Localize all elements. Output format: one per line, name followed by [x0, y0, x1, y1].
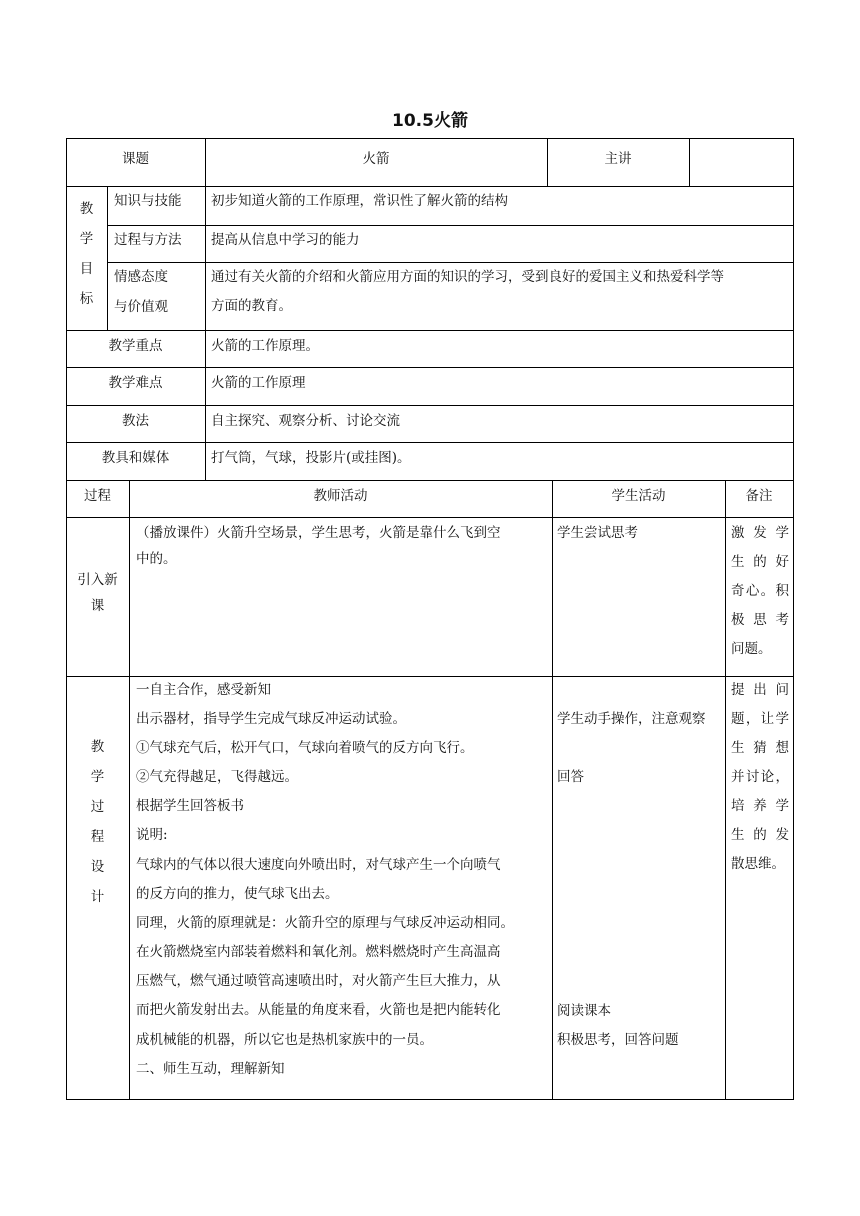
teacher-line: 而把火箭发射出去。从能量的角度来看，火箭也是把内能转化: [136, 1002, 501, 1018]
note-line: 生 的 发: [731, 827, 789, 843]
group-char: 学: [79, 231, 94, 247]
teacher-line: 同理，火箭的原理就是：火箭升空的原理与气球反冲运动相同。: [136, 915, 514, 931]
teacher-line: ②气充得越足，飞得越远。: [136, 769, 298, 785]
note-line: 生 猜 想: [731, 740, 789, 756]
teacher-line: ①气球充气后，松开气口，气球向着喷气的反方向飞行。: [136, 740, 474, 756]
group-char: 标: [79, 291, 94, 307]
page-title: 10.5火箭: [392, 111, 468, 131]
objective-value: 初步知道火箭的工作原理，常识性了解火箭的结构: [211, 193, 508, 209]
design-char: 学: [90, 769, 105, 785]
teacher-header: 教师活动: [313, 488, 368, 504]
teacher-line: 在火箭燃烧室内部装着燃料和氧化剂。燃料燃烧时产生高温高: [136, 944, 501, 960]
design-char: 计: [90, 889, 105, 905]
teacher-line: 压燃气，燃气通过喷管高速喷出时，对火箭产生巨大推力，从: [136, 973, 501, 989]
group-char: 目: [79, 261, 94, 277]
teacher-line: 的反方向的推力，使气球飞出去。: [136, 886, 339, 902]
teacher-line: 根据学生回答板书: [136, 798, 244, 814]
objective-value: 通过有关火箭的介绍和火箭应用方面的知识的学习，受到良好的爱国主义和热爱科学等: [211, 269, 724, 285]
info-label: 教学难点: [108, 375, 163, 391]
objective-label: 知识与技能: [114, 193, 182, 209]
info-value: 自主探究、观察分析、讨论交流: [211, 413, 400, 429]
note-line: 奇心。积: [731, 583, 789, 599]
objective-label: 情感态度: [114, 269, 168, 285]
info-value: 打气筒，气球，投影片(或挂图)。: [211, 450, 411, 466]
lecturer-label: 主讲: [604, 151, 632, 167]
objective-value: 方面的教育。: [211, 298, 292, 314]
note-line: 培 养 学: [731, 798, 789, 814]
design-char: 程: [90, 829, 105, 845]
group-char: 教: [79, 201, 94, 217]
note-line: 并讨论，: [731, 769, 789, 785]
note-line: 生 的 好: [731, 554, 789, 570]
objective-label: 过程与方法: [114, 232, 182, 248]
intro-teacher-text: 中的。: [136, 551, 177, 567]
note-line: 提 出 问: [731, 682, 789, 698]
student-activity: 学生动手操作，注意观察: [557, 711, 706, 727]
teacher-line: 一自主合作，感受新知: [136, 682, 271, 698]
student-activity: 回答: [557, 769, 584, 785]
note-line: 激 发 学: [731, 525, 789, 541]
teacher-line: 二、师生互动，理解新知: [136, 1061, 285, 1077]
info-label: 教学重点: [108, 338, 163, 354]
teacher-line: 出示器材，指导学生完成气球反冲运动试验。: [136, 711, 406, 727]
teacher-line: 气球内的气体以很大速度向外喷出时，对气球产生一个向喷气: [136, 857, 501, 873]
intro-student-text: 学生尝试思考: [557, 525, 638, 541]
info-label: 教具和媒体: [101, 450, 170, 466]
student-header: 学生活动: [611, 488, 666, 504]
note-line: 问题。: [731, 641, 772, 657]
objective-label: 与价值观: [114, 299, 168, 315]
design-char: 设: [90, 859, 105, 875]
design-char: 过: [90, 799, 105, 815]
topic-label: 课题: [122, 151, 149, 167]
intro-label: 课: [90, 598, 105, 614]
note-line: 题，让学: [731, 711, 789, 727]
info-value: 火箭的工作原理: [211, 375, 306, 391]
teacher-line: 说明:: [136, 827, 168, 843]
student-activity: 积极思考，回答问题: [557, 1032, 679, 1048]
info-value: 火箭的工作原理。: [211, 338, 319, 354]
intro-teacher-text: （播放课件）火箭升空场景，学生思考，火箭是靠什么飞到空: [136, 525, 501, 541]
teacher-line: 成机械能的机器，所以它也是热机家族中的一员。: [136, 1032, 433, 1048]
objective-value: 提高从信息中学习的能力: [211, 232, 360, 248]
process-header: 过程: [84, 488, 111, 504]
intro-label: 引入新: [77, 572, 118, 588]
note-line: 散思维。: [731, 856, 785, 872]
design-char: 教: [90, 739, 105, 755]
note-header: 备注: [745, 488, 773, 504]
topic-value: 火箭: [362, 151, 390, 167]
note-line: 极 思 考: [731, 612, 789, 628]
info-label: 教法: [122, 413, 149, 429]
student-activity: 阅读课本: [557, 1003, 611, 1019]
